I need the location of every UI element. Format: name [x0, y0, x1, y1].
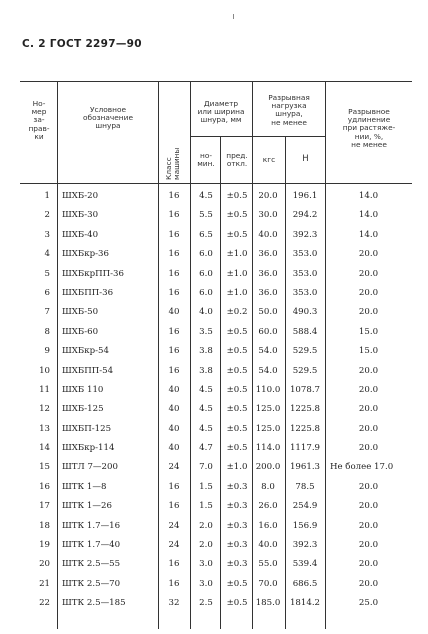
cell-n: 490.3 — [292, 307, 318, 318]
cell-name: ШТК 1.7—16 — [62, 520, 121, 531]
header-line: машины — [172, 147, 181, 180]
cell-cls: 16 — [168, 578, 180, 589]
header-line: Условное — [89, 105, 127, 114]
header-num — [22, 100, 56, 141]
header-line: удлинение — [347, 115, 391, 125]
table-row — [0, 245, 428, 264]
table-row — [0, 594, 428, 613]
cell-cls: 16 — [168, 191, 180, 201]
header-line: при растяже- — [342, 123, 396, 133]
cell-tol: ±0.5 — [226, 229, 248, 240]
cell-num: 8 — [44, 326, 50, 337]
cell-el: 20.0 — [358, 481, 379, 492]
cell-el: 14.0 — [358, 229, 379, 240]
cell-kgs: 36.0 — [258, 249, 278, 260]
cell-tol: ±0.5 — [226, 191, 248, 201]
cell-el: 20.0 — [358, 443, 379, 454]
table-row — [0, 497, 428, 516]
cell-kgs: 60.0 — [258, 326, 278, 337]
table-row — [0, 439, 428, 458]
cell-kgs: 16.0 — [258, 520, 278, 531]
cell-kgs: 20.0 — [258, 191, 278, 201]
cell-name: ШТЛ 7—200 — [62, 462, 118, 473]
cell-n: 529.5 — [292, 346, 318, 357]
cell-kgs: 114.0 — [255, 443, 281, 454]
header-line: Диаметр — [203, 99, 239, 108]
table-top-rule — [20, 81, 412, 82]
cell-cls: 32 — [168, 598, 180, 609]
header-line: прав- — [28, 123, 50, 133]
cell-kgs: 70.0 — [258, 578, 278, 589]
header-line: ки — [34, 131, 44, 141]
cell-name: ШТК 1.7—40 — [62, 540, 121, 551]
header-load-kgs: кгс — [262, 155, 276, 164]
cell-el: 15.0 — [358, 346, 379, 357]
cell-num: 9 — [44, 346, 50, 357]
cell-tol: ±0.5 — [226, 326, 248, 337]
cell-nom: 3.8 — [199, 346, 213, 357]
cell-n: 1078.7 — [289, 384, 321, 395]
header-line: Разрывная — [268, 93, 310, 102]
cell-name: ШХБ-50 — [62, 307, 99, 318]
cell-name: ШХБ-125 — [62, 404, 104, 415]
header-line: Разрывное — [348, 107, 390, 116]
cell-tol: ±0.5 — [226, 365, 248, 376]
cell-kgs: 40.0 — [258, 540, 278, 551]
cell-n: 1117.9 — [289, 443, 321, 454]
header-line: откл. — [226, 159, 248, 169]
cell-name: ШХБкр-36 — [62, 249, 109, 260]
cell-cls: 16 — [168, 268, 180, 279]
header-line: Но- — [32, 99, 46, 108]
cell-n: 1225.8 — [289, 404, 321, 415]
table-row — [0, 478, 428, 497]
header-line: или ширина — [197, 107, 245, 117]
header-line: за- — [33, 115, 45, 125]
cell-nom: 4.5 — [199, 384, 213, 395]
cell-num: 17 — [39, 501, 50, 512]
cell-cls: 16 — [168, 326, 180, 337]
cell-n: 353.0 — [292, 287, 318, 298]
cell-kgs: 36.0 — [258, 268, 278, 279]
cell-kgs: 26.0 — [258, 501, 278, 512]
cell-el: 20.0 — [358, 268, 379, 279]
cell-n: 353.0 — [292, 249, 318, 260]
header-line: пред. — [226, 151, 248, 160]
cell-n: 392.3 — [292, 540, 318, 551]
cell-el: 20.0 — [358, 540, 379, 551]
header-class — [165, 148, 181, 180]
cell-n: 78.5 — [295, 481, 315, 492]
cell-num: 10 — [39, 365, 50, 376]
cell-el: 20.0 — [358, 404, 379, 415]
cell-tol: ±1.0 — [226, 287, 248, 298]
cell-n: 353.0 — [292, 268, 318, 279]
cell-el: 14.0 — [358, 210, 379, 221]
cell-tol: ±0.2 — [226, 307, 248, 318]
cell-tol: ±0.3 — [226, 520, 248, 531]
header-name — [60, 106, 156, 131]
cell-num: 22 — [39, 598, 50, 609]
cell-tol: ±0.5 — [226, 598, 248, 609]
header-diameter-nominal — [194, 152, 218, 168]
cell-el: 14.0 — [358, 191, 379, 201]
cell-kgs: 185.0 — [255, 598, 281, 609]
cell-cls: 16 — [168, 559, 180, 570]
cell-nom: 6.0 — [199, 287, 213, 298]
cell-cls: 40 — [168, 423, 180, 434]
cell-tol: ±0.5 — [226, 423, 248, 434]
cell-cls: 40 — [168, 384, 180, 395]
header-line: шнура, — [275, 109, 303, 119]
cell-el: 20.0 — [358, 520, 379, 531]
cell-el: 20.0 — [358, 287, 379, 298]
header-line: мер — [31, 107, 47, 117]
cell-cls: 40 — [168, 404, 180, 415]
cell-tol: ±0.5 — [226, 404, 248, 415]
header-elongation — [328, 108, 410, 149]
cell-num: 4 — [44, 249, 50, 260]
cell-n: 686.5 — [292, 578, 318, 589]
cell-tol: ±0.5 — [226, 346, 248, 357]
cell-num: 5 — [44, 268, 50, 279]
cell-name: ШХБкр-114 — [62, 443, 115, 454]
cell-kgs: 30.0 — [258, 210, 278, 221]
cell-nom: 4.5 — [199, 423, 213, 434]
table-row — [0, 265, 428, 284]
table-row — [0, 400, 428, 419]
cell-nom: 4.7 — [199, 443, 213, 454]
cell-name: ШХБП-125 — [62, 423, 112, 434]
cell-cls: 16 — [168, 501, 180, 512]
cell-nom: 6.5 — [199, 229, 213, 240]
cell-n: 254.9 — [292, 501, 318, 512]
header-line: шнура, мм — [200, 115, 242, 125]
cell-tol: ±1.0 — [226, 462, 248, 473]
cell-nom: 3.5 — [199, 326, 213, 337]
cell-nom: 1.5 — [199, 501, 213, 512]
table-row — [0, 458, 428, 477]
cell-el: 20.0 — [358, 578, 379, 589]
cell-kgs: 40.0 — [258, 229, 278, 240]
cell-name: ШТК 2.5—185 — [62, 598, 126, 609]
table-row — [0, 362, 428, 381]
cell-el: 20.0 — [358, 307, 379, 318]
cell-name: ШХБ-40 — [62, 229, 99, 240]
table-row — [0, 323, 428, 342]
cell-n: 588.4 — [292, 326, 318, 337]
table-row — [0, 420, 428, 439]
cell-kgs: 110.0 — [255, 384, 281, 395]
cell-cls: 16 — [168, 249, 180, 260]
cell-kgs: 50.0 — [258, 307, 278, 318]
cell-cls: 16 — [168, 346, 180, 357]
cell-num: 13 — [39, 423, 50, 434]
cell-num: 16 — [39, 481, 50, 492]
cell-el: 20.0 — [358, 384, 379, 395]
header-load — [256, 94, 322, 127]
cell-tol: ±0.5 — [226, 443, 248, 454]
header-load-n: Н — [302, 154, 309, 164]
header-line: мин. — [197, 159, 215, 169]
cell-nom: 4.0 — [199, 307, 213, 318]
header-line: нагрузка — [271, 101, 307, 111]
cell-nom: 4.5 — [199, 191, 213, 201]
cell-el: 20.0 — [358, 501, 379, 512]
cell-kgs: 54.0 — [258, 346, 278, 357]
cell-name: ШТК 1—26 — [62, 501, 112, 512]
cell-nom: 3.0 — [199, 578, 213, 589]
cell-nom: 3.0 — [199, 559, 213, 570]
cell-name: ШХБкр-54 — [62, 346, 109, 357]
cell-name: ШТК 2.5—55 — [62, 559, 121, 570]
cell-cls: 24 — [168, 540, 180, 551]
cell-kgs: 125.0 — [255, 423, 281, 434]
cell-n: 1961.3 — [289, 462, 321, 473]
cell-kgs: 55.0 — [258, 559, 278, 570]
cell-cls: 24 — [168, 462, 180, 473]
cell-cls: 16 — [168, 287, 180, 298]
cell-nom: 7.0 — [199, 462, 213, 473]
table-row — [0, 536, 428, 555]
cell-num: 15 — [39, 462, 50, 473]
cell-nom: 1.5 — [199, 481, 213, 492]
cell-num: 18 — [39, 520, 50, 531]
cell-tol: ±0.3 — [226, 481, 248, 492]
cell-n: 156.9 — [292, 520, 318, 531]
cell-kgs: 200.0 — [255, 462, 281, 473]
cell-num: 20 — [39, 559, 50, 570]
cell-n: 539.4 — [292, 559, 318, 570]
cell-cls: 24 — [168, 520, 180, 531]
cell-num: 19 — [39, 540, 50, 551]
table-row — [0, 303, 428, 322]
cell-n: 1814.2 — [289, 598, 321, 609]
cell-name: ШХБ 110 — [62, 384, 104, 395]
cell-name: ШТК 2.5—70 — [62, 578, 121, 589]
cell-num: 1 — [44, 191, 50, 201]
cell-tol: ±1.0 — [226, 249, 248, 260]
table-row — [0, 342, 428, 361]
page-header: С. 2 ГОСТ 2297—90 — [22, 38, 142, 50]
cell-nom: 3.8 — [199, 365, 213, 376]
header-line: не менее — [271, 117, 307, 127]
cell-el: Не более 17.0 — [330, 462, 394, 473]
cell-n: 294.2 — [292, 210, 318, 221]
cell-el: 20.0 — [358, 249, 379, 260]
cell-name: ШХБкрПП-36 — [62, 268, 124, 279]
header-line: но- — [199, 151, 213, 160]
cell-nom: 2.0 — [199, 540, 213, 551]
cell-tol: ±0.5 — [226, 210, 248, 221]
table-row — [0, 555, 428, 574]
cell-n: 1225.8 — [289, 423, 321, 434]
cell-el: 15.0 — [358, 326, 379, 337]
cell-tol: ±0.3 — [226, 501, 248, 512]
cell-n: 392.3 — [292, 229, 318, 240]
cell-nom: 5.5 — [199, 210, 213, 221]
cell-num: 14 — [39, 443, 50, 454]
cell-n: 529.5 — [292, 365, 318, 376]
cell-nom: 2.0 — [199, 520, 213, 531]
table-row — [0, 517, 428, 536]
cell-num: 7 — [44, 307, 50, 318]
cell-num: 21 — [39, 578, 50, 589]
cell-kgs: 54.0 — [258, 365, 278, 376]
cell-nom: 4.5 — [199, 404, 213, 415]
cell-nom: 6.0 — [199, 268, 213, 279]
header-diameter-tolerance — [222, 152, 252, 168]
cell-kgs: 36.0 — [258, 287, 278, 298]
cell-kgs: 8.0 — [261, 481, 275, 492]
cell-n: 196.1 — [292, 191, 318, 201]
cell-el: 20.0 — [358, 423, 379, 434]
table-row — [0, 187, 428, 206]
cell-name: ШХБПП-36 — [62, 287, 114, 298]
cell-num: 3 — [44, 229, 50, 240]
table-row — [0, 381, 428, 400]
cell-nom: 6.0 — [199, 249, 213, 260]
subheader-rule — [190, 136, 325, 137]
table-row — [0, 575, 428, 594]
cell-name: ШХБ-30 — [62, 210, 99, 221]
cell-num: 6 — [44, 287, 50, 298]
table-header-rule — [20, 183, 412, 184]
cell-cls: 16 — [168, 365, 180, 376]
header-diameter — [192, 100, 250, 125]
cell-cls: 40 — [168, 443, 180, 454]
cell-cls: 16 — [168, 481, 180, 492]
cell-name: ШХБ-20 — [62, 191, 99, 201]
cell-cls: 40 — [168, 307, 180, 318]
table-row — [0, 206, 428, 225]
cell-cls: 16 — [168, 229, 180, 240]
header-line: не менее — [351, 139, 387, 149]
cell-name: ШТК 1—8 — [62, 481, 107, 492]
cell-cls: 16 — [168, 210, 180, 221]
cell-el: 25.0 — [358, 598, 379, 609]
cell-name: ШХБПП-54 — [62, 365, 114, 376]
cell-name: ШХБ-60 — [62, 326, 99, 337]
header-line: нии, %, — [354, 131, 384, 141]
cell-tol: ±0.3 — [226, 540, 248, 551]
cell-el: 20.0 — [358, 365, 379, 376]
cell-el: 20.0 — [358, 559, 379, 570]
cell-num: 2 — [44, 210, 50, 221]
cell-num: 12 — [39, 404, 50, 415]
cell-nom: 2.5 — [199, 598, 213, 609]
table-body — [0, 187, 428, 614]
cell-kgs: 125.0 — [255, 404, 281, 415]
cell-tol: ±0.3 — [226, 559, 248, 570]
cell-tol: ±0.5 — [226, 384, 248, 395]
table-row — [0, 284, 428, 303]
header-line: Класс — [164, 157, 173, 180]
cell-num: 11 — [39, 384, 50, 395]
header-line: шнура — [95, 121, 121, 131]
header-line: обозначение — [83, 113, 133, 123]
page-mark — [233, 14, 234, 19]
cell-tol: ±0.5 — [226, 578, 248, 589]
table-row — [0, 226, 428, 245]
cell-tol: ±1.0 — [226, 268, 248, 279]
